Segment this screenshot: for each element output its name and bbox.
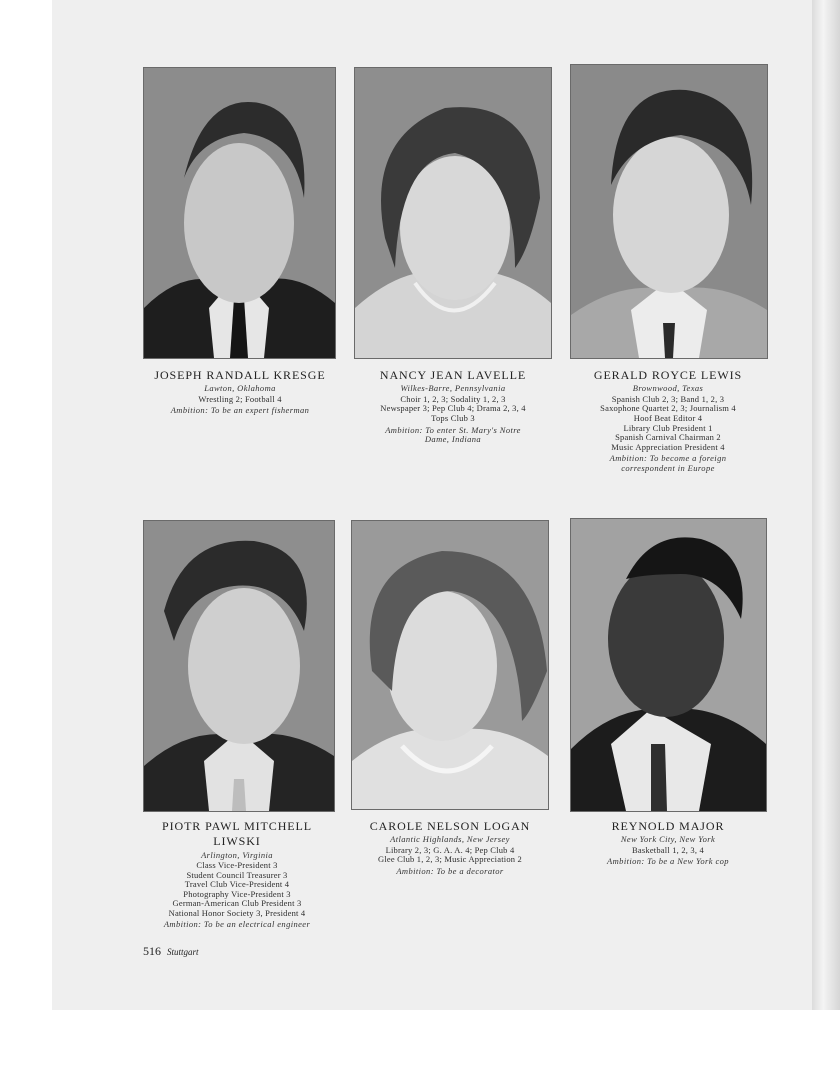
student-activity: Hoof Beat Editor 4 [633,412,703,423]
student-name: REYNOLD MAJOR [611,819,725,833]
student-activity: Class Vice-President 3 [196,860,278,871]
page-gutter-shadow [812,0,840,1010]
student-activity: Student Council Treasurer 3 [186,869,288,880]
student-ambition: correspondent in Europe [621,462,715,473]
student-hometown: Arlington, Virginia [201,849,273,860]
student-hometown: Lawton, Oklahoma [204,383,276,394]
student-activity: Choir 1, 2, 3; Sodality 1, 2, 3 [400,393,506,404]
page-number: 516 [143,944,161,958]
student-activity: Tops Club 3 [431,412,475,423]
student-hometown: New York City, New York [620,834,716,845]
student-activity: Saxophone Quartet 2, 3; Journalism 4 [600,403,736,414]
student-activity: Wrestling 2; Football 4 [198,393,282,404]
student-name: PIOTR PAWL MITCHELL [162,819,312,833]
student-hometown: Atlantic Highlands, New Jersey [390,834,510,845]
caption-lewis [565,369,771,473]
student-hometown: Wilkes-Barre, Pennsylvania [400,383,506,394]
student-activity: Basketball 1, 2, 3, 4 [632,844,704,855]
student-ambition: Ambition: To be a decorator [396,865,504,876]
school-name: Stuttgart [167,947,199,957]
student-activity: Library Club President 1 [623,422,713,433]
student-hometown: Brownwood, Texas [632,383,704,394]
student-activity: Photography Vice-President 3 [183,888,291,899]
student-ambition: Ambition: To enter St. Mary's Notre [385,424,521,435]
student-photo-lewis [570,64,768,359]
caption-logan [347,820,553,877]
student-photo-kresge [143,67,336,359]
student-activity: National Honor Society 3, President 4 [168,907,306,918]
student-name: JOSEPH RANDALL KRESGE [154,368,326,382]
student-photo-logan [351,520,549,810]
student-ambition: Ambition: To be an electrical engineer [163,919,311,930]
student-ambition: Dame, Indiana [424,434,482,445]
student-activity: Spanish Carnival Chairman 2 [615,432,721,443]
student-name-continued: LIWSKI [213,834,261,849]
student-ambition: Ambition: To become a foreign [609,453,727,464]
caption-kresge [140,369,340,416]
caption-mitchell-liwski [137,820,337,930]
caption-major [565,820,771,867]
student-activity: Library 2, 3; G. A. A. 4; Pep Club 4 [385,844,515,855]
student-activity: Spanish Club 2, 3; Band 1, 2, 3 [611,393,725,404]
page-footer [143,944,199,959]
student-activity: German-American Club President 3 [172,898,302,909]
student-photo-lavelle [354,67,552,359]
student-activity: Newspaper 3; Pep Club 4; Drama 2, 3, 4 [380,403,526,414]
student-ambition: Ambition: To be a New York cop [607,856,729,867]
student-activity: Travel Club Vice-President 4 [184,879,290,890]
student-name: NANCY JEAN LAVELLE [379,368,527,382]
student-ambition: Ambition: To be an expert fisherman [170,405,310,416]
student-name: CAROLE NELSON LOGAN [369,819,531,833]
student-name: GERALD ROYCE LEWIS [593,368,743,382]
student-photo-mitchell-liwski [143,520,335,812]
scan-background [0,1010,840,1087]
student-activity: Glee Club 1, 2, 3; Music Appreciation 2 [377,854,523,865]
caption-lavelle [350,369,556,445]
student-photo-major [570,518,767,812]
student-activity: Music Appreciation President 4 [611,441,725,452]
